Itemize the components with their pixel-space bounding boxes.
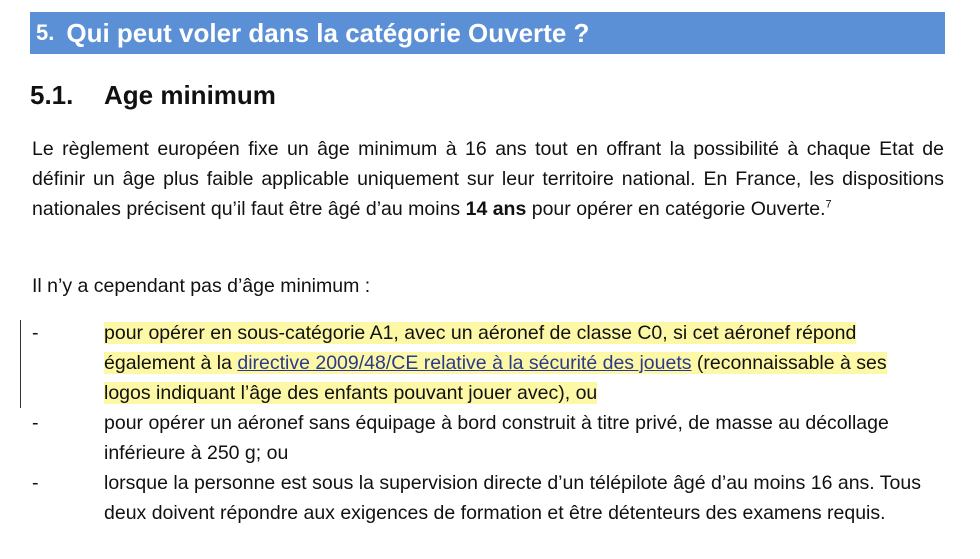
exceptions-intro: Il n’y a cependant pas d’âge minimum : — [32, 275, 371, 297]
list-item — [32, 468, 952, 528]
list-dash: - — [32, 322, 39, 344]
section-number: 5. — [36, 20, 55, 45]
exceptions-list — [32, 318, 952, 528]
list-item-text: pour opérer un aéronef sans équipage à bord construit à titre privé, de masse au décollage inférieure à 250 g; ou — [104, 412, 889, 464]
list-item — [32, 408, 952, 468]
section-title: Qui peut voler dans la catégorie Ouverte ? — [66, 17, 590, 48]
directive-link[interactable]: directive 2009/48/CE relative à la sécurité des jouets — [237, 352, 692, 374]
subsection-title: Age minimum — [104, 80, 276, 110]
highlighted-text-end: (reconnaissable à ses logos indiquant l’âge des enfants pouvant jouer avec), ou — [104, 352, 887, 404]
highlighted-text: pour opérer en sous-catégorie A1, avec un aéronef de classe C0, si cet aéronef répond également à la — [104, 322, 857, 374]
intro-text: Le règlement européen fixe un âge minimum à 16 ans tout en offrant la possibilité à chaque Etat de définir un âge plus faible applicable uniquement sur leur territoire national. En France, les dispositions nationales précisent qu’il faut être âgé d’au moins — [32, 138, 944, 220]
list-item-text — [104, 318, 894, 408]
list-item-text: lorsque la personne est sous la supervision directe d’un télépilote âgé d’au moins 16 ans. Tous deux doivent répondre aux exigences de formation et être détenteurs des examens requis. — [104, 472, 921, 524]
revision-bar — [20, 320, 21, 408]
list-dash: - — [32, 472, 39, 494]
intro-text-end: pour opérer en catégorie Ouverte. — [526, 198, 826, 220]
subsection-heading — [30, 80, 276, 111]
list-dash: - — [32, 412, 39, 434]
list-item — [32, 318, 952, 408]
footnote-ref[interactable]: 7 — [825, 198, 832, 211]
intro-paragraph — [32, 134, 944, 224]
bold-age: 14 ans — [465, 198, 527, 220]
subsection-number: 5.1. — [30, 80, 74, 110]
section-heading-bar — [30, 12, 945, 54]
